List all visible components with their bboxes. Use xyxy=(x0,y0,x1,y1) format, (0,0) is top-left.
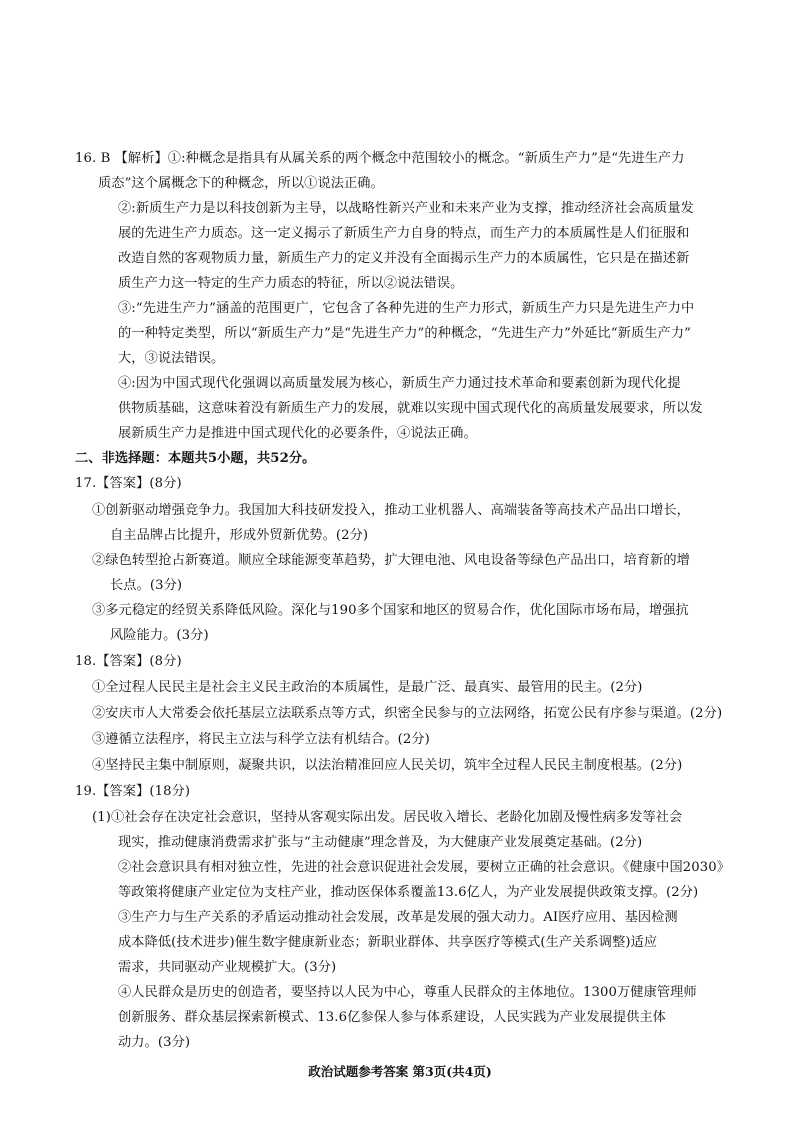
q18-answer-heading: 18.【答案】(8分) xyxy=(75,654,182,669)
q19-answer-line: 等政策将健康产业定位为支柱产业，推动医保体系覆盖13.6亿人，为产业发展提供政策支撑。(2分) xyxy=(118,885,699,900)
q17-answer-line: 风险能力。(3分) xyxy=(110,628,209,643)
q16-text-line: 展的先进生产力质态。这一定义揭示了新质生产力自身的特点，而生产力的本质属性是人们征服和 xyxy=(118,226,690,241)
q16-text-line: ③:“先进生产力”涵盖的范围更广，它包含了各种先进的生产力形式，新质生产力只是先进生产力中 xyxy=(118,301,695,316)
q17-answer-line: ③多元稳定的经贸关系降低风险。深化与190多个国家和地区的贸易合作，优化国际市场布局，增强抗 xyxy=(92,603,689,618)
q18-answer-line: ②安庆市人大常委会依托基层立法联系点等方式，织密全民参与的立法网络，拓宽公民有序参与渠道。(2分) xyxy=(92,706,723,721)
q16-text-line: 改造自然的客观物质力量，新质生产力的定义并没有全面揭示生产力的本质属性，它只是在描述新 xyxy=(118,251,690,266)
q16-text-line: ④:因为中国式现代化强调以高质量发展为核心，新质生产力通过技术革命和要素创新为现代化提 xyxy=(118,376,681,391)
q16-text-line: 的一种特定类型，所以“新质生产力”是“先进生产力”的种概念，“先进生产力”外延比“新质生产力” xyxy=(118,326,691,341)
q19-answer-line: ④人民群众是历史的创造者，要坚持以人民为中心，尊重人民群众的主体地位。1300万健康管理师 xyxy=(118,985,697,1000)
q16-text-line: 供物质基础，这意味着没有新质生产力的发展，就难以实现中国式现代化的高质量发展要求，所以发 xyxy=(118,401,703,416)
q17-answer-line: ①创新驱动增强竞争力。我国加大科技研发投入，推动工业机器人、高端装备等高技术产品出口增长， xyxy=(92,503,690,518)
q19-answer-line: 需求，共同驱动产业规模扩大。(3分) xyxy=(118,960,337,975)
q19-answer-line: ②社会意识具有相对独立性，先进的社会意识促进社会发展，要树立正确的社会意识。《健康中国2030》 xyxy=(118,860,731,875)
q19-answer-line: 创新服务、群众基层探索新模式、13.6亿参保人参与体系建设，人民实践为产业发展提供主体 xyxy=(118,1010,666,1025)
q19-answer-line: ③生产力与生产关系的矛盾运动推动社会发展，改革是发展的强大动力。AI医疗应用、基因检测 xyxy=(118,910,678,925)
q16-text-line: 质态”这个属概念下的种概念，所以①说法正确。 xyxy=(98,176,384,191)
q18-answer-line: ③遵循立法程序，将民主立法与科学立法有机结合。(2分) xyxy=(92,732,430,747)
q17-answer-line: 自主品牌占比提升，形成外贸新优势。(2分) xyxy=(110,528,369,543)
q17-answer-line: 长点。(3分) xyxy=(110,578,183,593)
q17-answer-line: ②绿色转型抢占新赛道。顺应全球能源变革趋势，扩大锂电池、风电设备等绿色产品出口，培育新的增 xyxy=(92,553,690,568)
q19-answer-heading: 19.【答案】(18分) xyxy=(75,784,191,799)
q19-answer-line: (1)①社会存在决定社会意识，坚持从客观实际出发。居民收入增长、老龄化加剧及慢性病多发等社会 xyxy=(92,810,683,825)
q18-answer-line: ①全过程人民民主是社会主义民主政治的本质属性，是最广泛、最真实、最管用的民主。(2分) xyxy=(92,680,643,695)
q16-text-line: ②:新质生产力是以科技创新为主导，以战略性新兴产业和未来产业为支撑，推动经济社会高质量发 xyxy=(118,201,694,216)
q16-text-line: 大，③说法错误。 xyxy=(118,351,225,366)
q16-text-line: 质生产力这一特定的生产力质态的特征，所以②说法错误。 xyxy=(118,276,464,291)
page-footer: 政治试题参考答案 第3页(共4页) xyxy=(308,1064,492,1079)
q19-answer-line: 现实，推动健康消费需求扩张与“主动健康”理念普及，为大健康产业发展奠定基础。(2分) xyxy=(118,835,643,850)
q16-analysis-line: 16. B 【解析】①:种概念是指具有从属关系的两个概念中范围较小的概念。“新质生产力”是“先进生产力 xyxy=(75,151,685,166)
q17-answer-heading: 17.【答案】(8分) xyxy=(75,476,182,491)
q19-answer-line: 动力。(3分) xyxy=(118,1035,191,1050)
q19-answer-line: 成本降低(技术进步)催生数字健康新业态；新职业群体、共享医疗等模式(生产关系调整)适应 xyxy=(118,935,658,950)
q16-text-line: 展新质生产力是推进中国式现代化的必要条件，④说法正确。 xyxy=(118,426,477,441)
q18-answer-line: ④坚持民主集中制原则，凝聚共识，以法治精准回应人民关切，筑牢全过程人民民主制度根基。(2分) xyxy=(92,758,683,773)
section-heading: 二、非选择题：本题共5小题，共52分。 xyxy=(75,451,316,466)
